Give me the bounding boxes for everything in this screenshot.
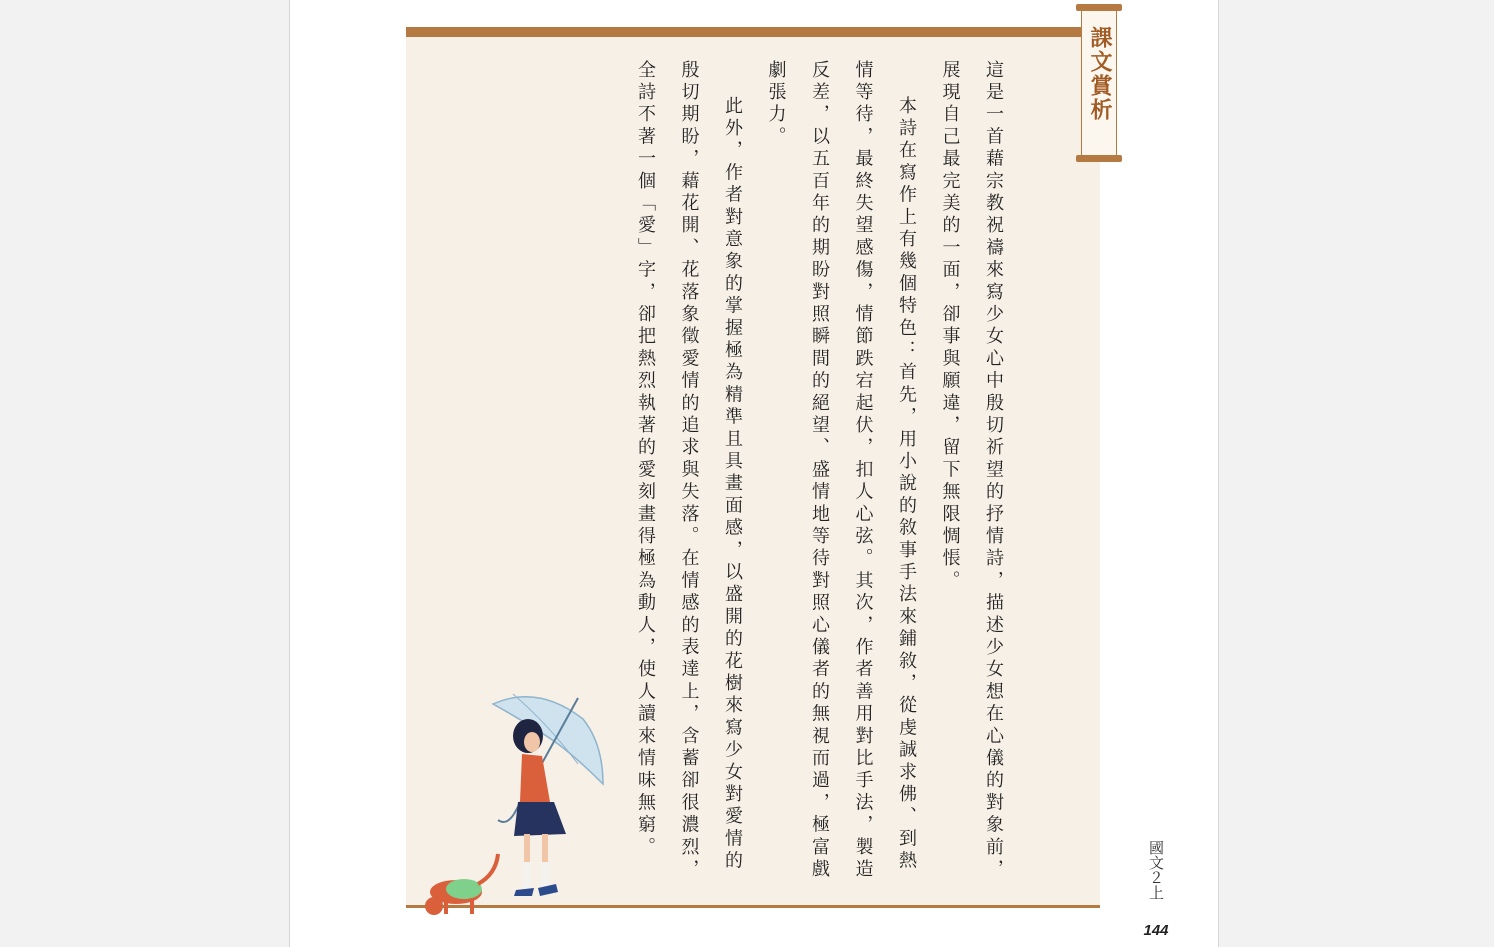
- paragraph-2: 本詩在寫作上有幾個特色：首先，用小說的敘事手法來鋪敘，從虔誠求佛、到熱情等待，最終失望感傷，情節跌宕起伏，扣人心弦。其次，作者善用對比手法，製造反差，以五百年的期盼對照瞬間的絕望、盛情地等待對照心儀者的無視而過，極富戲劇張力。: [765, 60, 917, 882]
- page-number: 144: [1143, 922, 1169, 939]
- girl-with-umbrella-illustration: [418, 684, 618, 930]
- book-title: 國文２上: [1147, 840, 1165, 900]
- section-title: 課文賞析: [1087, 26, 1112, 122]
- paragraph-1: 這是一首藉宗教祝禱來寫少女心中殷切祈望的抒情詩，描述少女想在心儀的對象前，展現自己最完美的一面，卻事與願違，留下無限惆悵。: [939, 60, 1004, 882]
- scroll-rod-bottom: [1076, 155, 1122, 162]
- paragraph-3: 此外，作者對意象的掌握極為精準且具畫面感，以盛開的花樹來寫少女對愛情的殷切期盼，藉花開、花落象徵愛情的追求與失落。在情感的表達上，含蓄卻很濃烈，全詩不著一個「愛」字，卻把熱烈執著的愛刻畫得極為動人，使人讀來情味無窮。: [635, 60, 743, 882]
- article-body: [624, 60, 1016, 890]
- top-divider: [406, 27, 1100, 37]
